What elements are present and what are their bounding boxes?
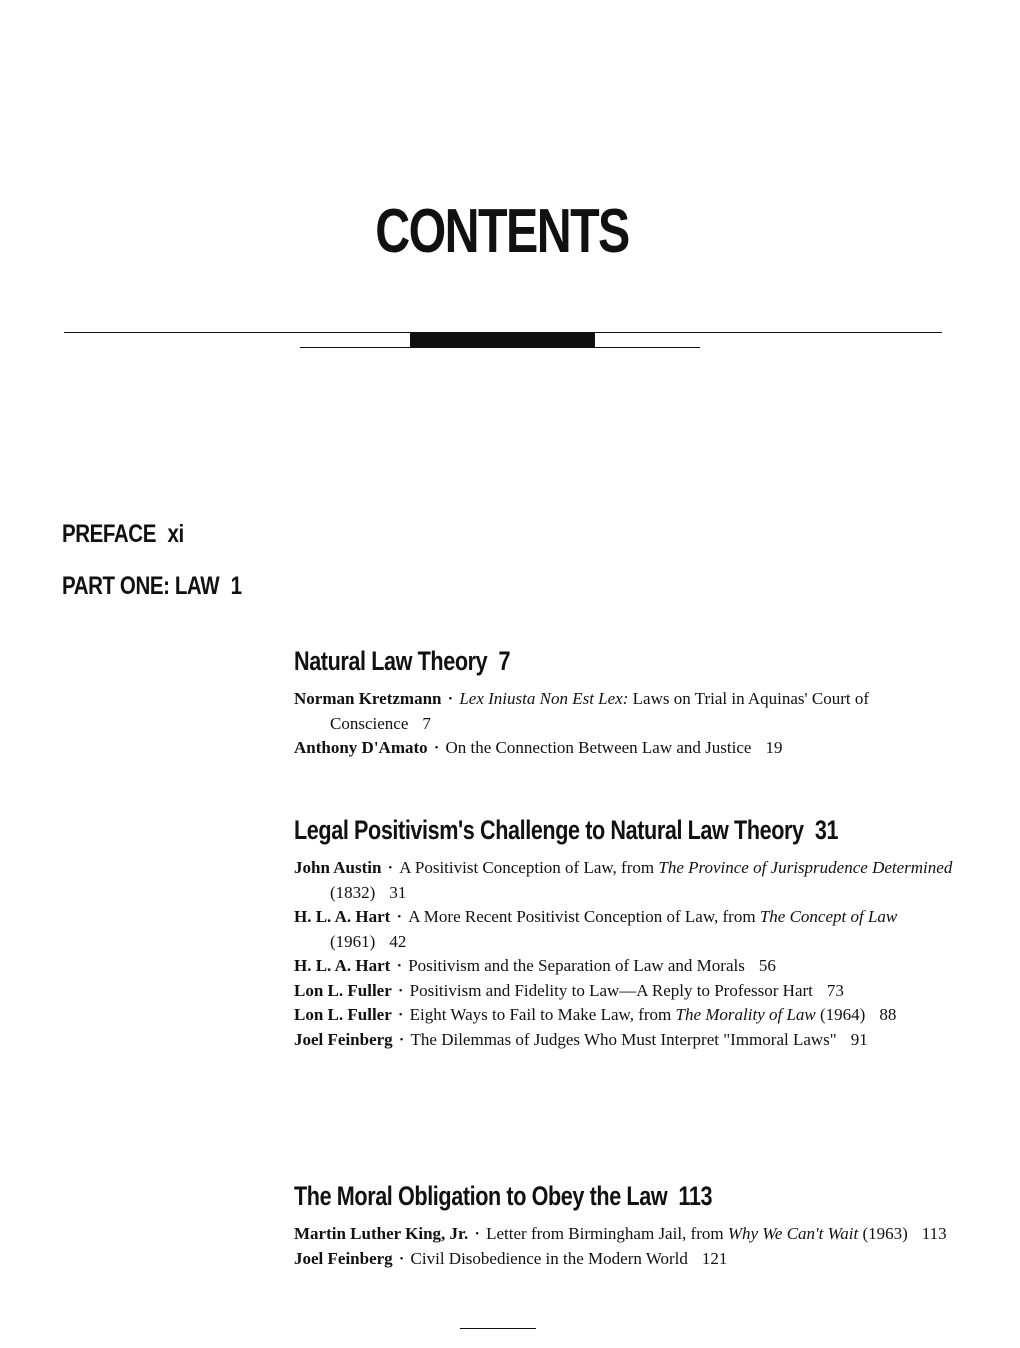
entry-title-segment: (1961) xyxy=(330,931,376,951)
entry-author: Martin Luther King, Jr. xyxy=(294,1224,469,1243)
toc-entry[interactable] xyxy=(294,1222,954,1247)
front-label: PREFACE xyxy=(62,520,156,548)
front-page: 1 xyxy=(230,572,242,600)
section-natural-law xyxy=(294,643,954,761)
entry-page: 19 xyxy=(765,738,783,757)
entry-author: Anthony D'Amato xyxy=(294,738,428,757)
entry-title-segment: Laws on Trial in Aquinas' Court of Conscience xyxy=(330,689,869,733)
title-rule-short xyxy=(300,347,700,348)
toc-entry[interactable] xyxy=(294,954,954,979)
section-heading[interactable]: Natural Law Theory 7 xyxy=(294,646,511,676)
front-page: xi xyxy=(167,520,184,548)
front-part-one[interactable] xyxy=(62,572,242,601)
bullet-separator: • xyxy=(434,742,439,754)
toc-entry[interactable] xyxy=(294,736,954,761)
entry-page: 7 xyxy=(422,713,431,733)
entry-author: H. L. A. Hart xyxy=(294,907,391,926)
bullet-separator: • xyxy=(397,960,402,972)
toc-entry[interactable] xyxy=(294,1028,954,1053)
toc-entry[interactable] xyxy=(294,687,954,736)
bullet-separator: • xyxy=(398,1009,403,1021)
footer-rule xyxy=(460,1328,536,1329)
entry-title-segment: Civil Disobedience in the Modern World xyxy=(410,1248,688,1268)
entry-title-segment: A Positivist Conception of Law, from xyxy=(399,858,659,877)
entry-list xyxy=(294,856,954,1052)
entry-page: 73 xyxy=(826,980,844,1000)
toc-entry[interactable] xyxy=(294,905,954,954)
entry-title-segment: (1832) xyxy=(330,882,376,902)
entry-page: 31 xyxy=(389,882,407,902)
entry-title-segment: (1963) xyxy=(858,1224,908,1243)
entry-author: Lon L. Fuller xyxy=(294,1005,392,1024)
bullet-separator: • xyxy=(448,693,453,705)
toc-entry[interactable] xyxy=(294,856,954,905)
entry-title-segment: On the Connection Between Law and Justice xyxy=(445,738,752,757)
entry-title-segment: The Concept of Law xyxy=(759,907,898,926)
section-legal-positivism xyxy=(294,812,954,1052)
bullet-separator: • xyxy=(397,911,402,923)
entry-page: 56 xyxy=(758,956,776,975)
entry-title-segment: Letter from Birmingham Jail, from xyxy=(486,1224,728,1243)
entry-list xyxy=(294,687,954,761)
entry-title-segment: Lex Iniusta Non Est Lex: xyxy=(459,689,629,708)
entry-title-segment: (1964) xyxy=(815,1005,866,1024)
entry-author: Joel Feinberg xyxy=(294,1248,393,1268)
entry-title-segment: The Province of Jurisprudence Determined xyxy=(658,858,953,877)
entry-author: John Austin xyxy=(294,858,382,877)
toc-entry[interactable] xyxy=(294,1003,954,1028)
entry-author: Lon L. Fuller xyxy=(294,980,392,1000)
entry-title-segment: The Dilemmas of Judges Who Must Interpret "Immoral Laws" xyxy=(410,1029,837,1049)
entry-page: 42 xyxy=(389,931,407,951)
entry-page: 113 xyxy=(921,1224,947,1243)
section-heading[interactable]: Legal Positivism's Challenge to Natural Law Theory 31 xyxy=(294,815,839,845)
entry-author: H. L. A. Hart xyxy=(294,956,391,975)
entry-title-segment: Positivism and the Separation of Law and Morals xyxy=(408,956,745,975)
entry-list xyxy=(294,1222,954,1271)
bullet-separator: • xyxy=(399,1252,404,1265)
front-label: PART ONE: LAW xyxy=(62,572,220,600)
entry-title-segment: Eight Ways to Fail to Make Law, from xyxy=(409,1005,676,1024)
entry-author: Joel Feinberg xyxy=(294,1029,393,1049)
entry-author: Norman Kretzmann xyxy=(294,689,442,708)
page-title: CONTENTS xyxy=(375,197,629,266)
toc-entry[interactable] xyxy=(294,979,954,1004)
entry-page: 91 xyxy=(850,1029,868,1049)
toc-entry[interactable] xyxy=(294,1247,954,1272)
entry-page: 121 xyxy=(701,1248,728,1268)
section-heading[interactable]: The Moral Obligation to Obey the Law 113 xyxy=(294,1181,713,1211)
entry-title-segment: The Morality of Law xyxy=(675,1005,816,1024)
section-moral-obligation xyxy=(294,1178,954,1271)
title-rule-bar xyxy=(410,333,595,347)
bullet-separator: • xyxy=(398,984,403,997)
bullet-separator: • xyxy=(399,1033,404,1046)
entry-title-segment: Why We Can't Wait xyxy=(727,1224,859,1243)
entry-title-segment: Positivism and Fidelity to Law—A Reply to Professor Hart xyxy=(409,980,813,1000)
entry-title-segment: A More Recent Positivist Conception of Law, from xyxy=(408,907,760,926)
bullet-separator: • xyxy=(388,862,393,874)
bullet-separator: • xyxy=(475,1228,480,1240)
front-preface[interactable] xyxy=(62,520,184,549)
entry-page: 88 xyxy=(879,1005,897,1024)
